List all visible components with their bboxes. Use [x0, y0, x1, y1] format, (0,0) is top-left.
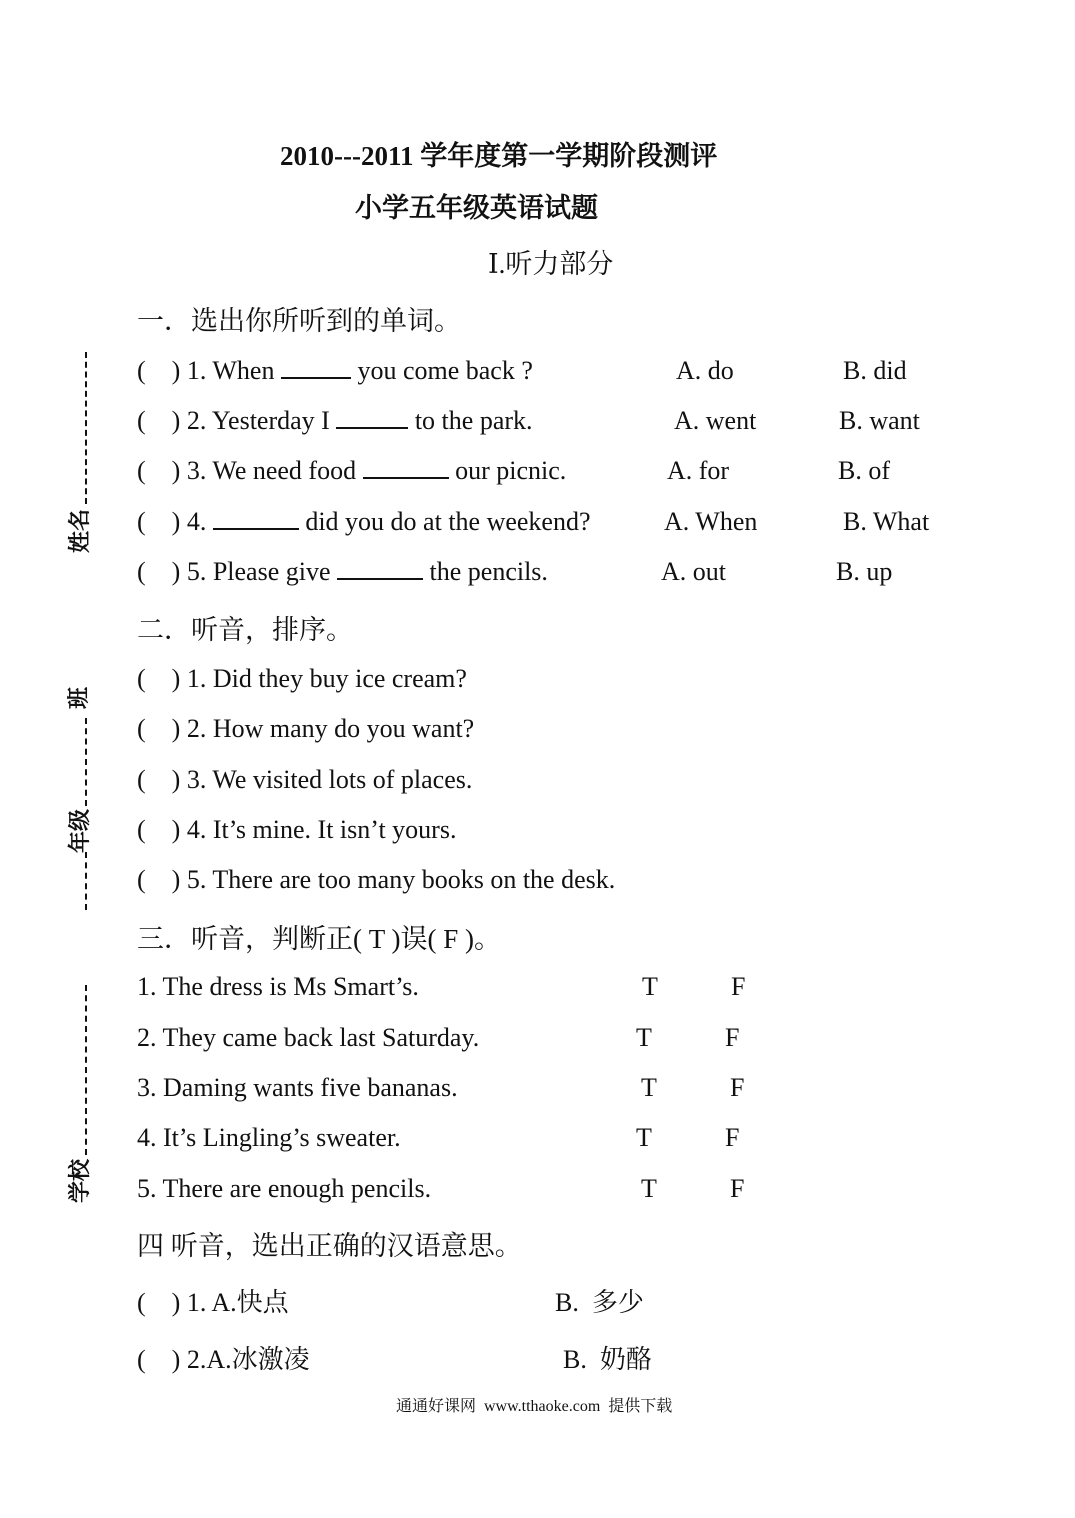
margin-dashed-line-grade [85, 852, 87, 910]
true-option[interactable]: T [636, 1023, 652, 1052]
school-label: 学校 [67, 1159, 92, 1204]
true-option[interactable]: T [641, 1174, 657, 1203]
section1-item-4 [137, 507, 591, 537]
section4-item-2 [137, 1339, 310, 1376]
sentence-text: 3. We visited lots of places. [186, 765, 473, 794]
section3-statement: 2. They came back last Saturday. [137, 1023, 480, 1052]
answer-paren[interactable]: ( ) [137, 865, 181, 894]
fill-blank[interactable] [337, 577, 423, 580]
margin-dashed-line-school [85, 985, 87, 1155]
question-text: our picnic. [455, 456, 567, 485]
answer-paren[interactable]: ( ) [137, 714, 181, 743]
option-a[interactable]: A. do [676, 356, 734, 385]
question-text: to the park. [414, 406, 533, 435]
section3-statement: 3. Daming wants five bananas. [137, 1073, 458, 1102]
section3-statement: 1. The dress is Ms Smart’s. [137, 972, 419, 1001]
sentence-text: 5. There are too many books on the desk. [186, 865, 616, 894]
false-option[interactable]: F [725, 1023, 740, 1052]
false-option[interactable]: F [730, 1174, 745, 1203]
true-option[interactable]: T [642, 972, 658, 1001]
option-b[interactable]: B. want [839, 406, 920, 435]
question-text: did you do at the weekend? [305, 507, 591, 536]
fill-blank[interactable] [281, 376, 351, 379]
option-a[interactable]: A. for [667, 456, 730, 485]
question-text: 1. When [186, 356, 275, 385]
question-text: 5. Please give [186, 557, 331, 586]
answer-paren[interactable]: ( ) [137, 557, 181, 586]
sentence-text: 4. It’s mine. It isn’t yours. [186, 815, 457, 844]
false-option[interactable]: F [725, 1123, 740, 1152]
fill-blank[interactable] [213, 527, 299, 530]
answer-paren[interactable]: ( ) [137, 1288, 181, 1317]
section4-title: 四 听音，选出正确的汉语意思。 [137, 1231, 522, 1261]
section3-statement: 5. There are enough pencils. [137, 1174, 432, 1203]
section1-item-5 [137, 557, 548, 587]
sentence-text: 2. How many do you want? [186, 714, 475, 743]
question-text: 4. [186, 507, 207, 536]
margin-dashed-line-top [85, 352, 87, 504]
fill-blank[interactable] [363, 476, 449, 479]
grade-label: 年级 [67, 809, 92, 854]
footer-credit: 通通好课网 www.tthaoke.com 提供下载 [396, 1398, 673, 1415]
option-a[interactable]: 2.A.冰激凌 [186, 1345, 310, 1374]
answer-paren[interactable]: ( ) [137, 815, 181, 844]
exam-title: 2010---2011 学年度第一学期阶段测评 [280, 141, 718, 171]
section1-item-1 [137, 356, 533, 386]
option-b[interactable]: B. did [843, 356, 907, 385]
part-heading: Ⅰ.听力部分 [488, 249, 614, 279]
section2-item-3 [137, 765, 472, 795]
true-option[interactable]: T [641, 1073, 657, 1102]
question-text: 2. Yesterday I [186, 406, 330, 435]
option-b[interactable]: B. of [838, 456, 890, 485]
section1-title: 一．选出你所听到的单词。 [137, 306, 461, 336]
answer-paren[interactable]: ( ) [137, 406, 181, 435]
sentence-text: 1. Did they buy ice cream? [186, 664, 467, 693]
option-a[interactable]: A. When [664, 507, 758, 536]
option-a[interactable]: A. out [661, 557, 726, 586]
section2-item-4 [137, 815, 456, 845]
false-option[interactable]: F [731, 972, 746, 1001]
section3-title: 三．听音，判断正( T )误( F )。 [137, 924, 501, 954]
answer-paren[interactable]: ( ) [137, 356, 181, 385]
section4-item-1 [137, 1282, 289, 1319]
question-text: 3. We need food [186, 456, 357, 485]
exam-subtitle: 小学五年级英语试题 [355, 193, 598, 223]
margin-dashed-line-class [85, 718, 87, 806]
fill-blank[interactable] [336, 426, 408, 429]
answer-paren[interactable]: ( ) [137, 664, 181, 693]
answer-paren[interactable]: ( ) [137, 456, 181, 485]
option-a[interactable]: A. went [674, 406, 757, 435]
true-option[interactable]: T [636, 1123, 652, 1152]
section3-statement: 4. It’s Lingling’s sweater. [137, 1123, 401, 1152]
option-b[interactable]: B. 多少 [555, 1288, 644, 1317]
answer-paren[interactable]: ( ) [137, 1345, 181, 1374]
section2-item-1 [137, 664, 467, 694]
name-label: 姓名 [67, 509, 92, 554]
section2-item-5 [137, 865, 615, 895]
question-text: the pencils. [429, 557, 548, 586]
section2-title: 二．听音，排序。 [137, 615, 353, 645]
answer-paren[interactable]: ( ) [137, 765, 181, 794]
question-text: you come back ? [357, 356, 533, 385]
section1-item-2 [137, 406, 533, 436]
section2-item-2 [137, 714, 474, 744]
option-b[interactable]: B. up [836, 557, 893, 586]
option-a[interactable]: 1. A.快点 [186, 1288, 289, 1317]
class-label: 班 [66, 687, 91, 710]
option-b[interactable]: B. What [843, 507, 930, 536]
section1-item-3 [137, 456, 566, 486]
option-b[interactable]: B. 奶酪 [563, 1345, 652, 1374]
false-option[interactable]: F [730, 1073, 745, 1102]
answer-paren[interactable]: ( ) [137, 507, 181, 536]
